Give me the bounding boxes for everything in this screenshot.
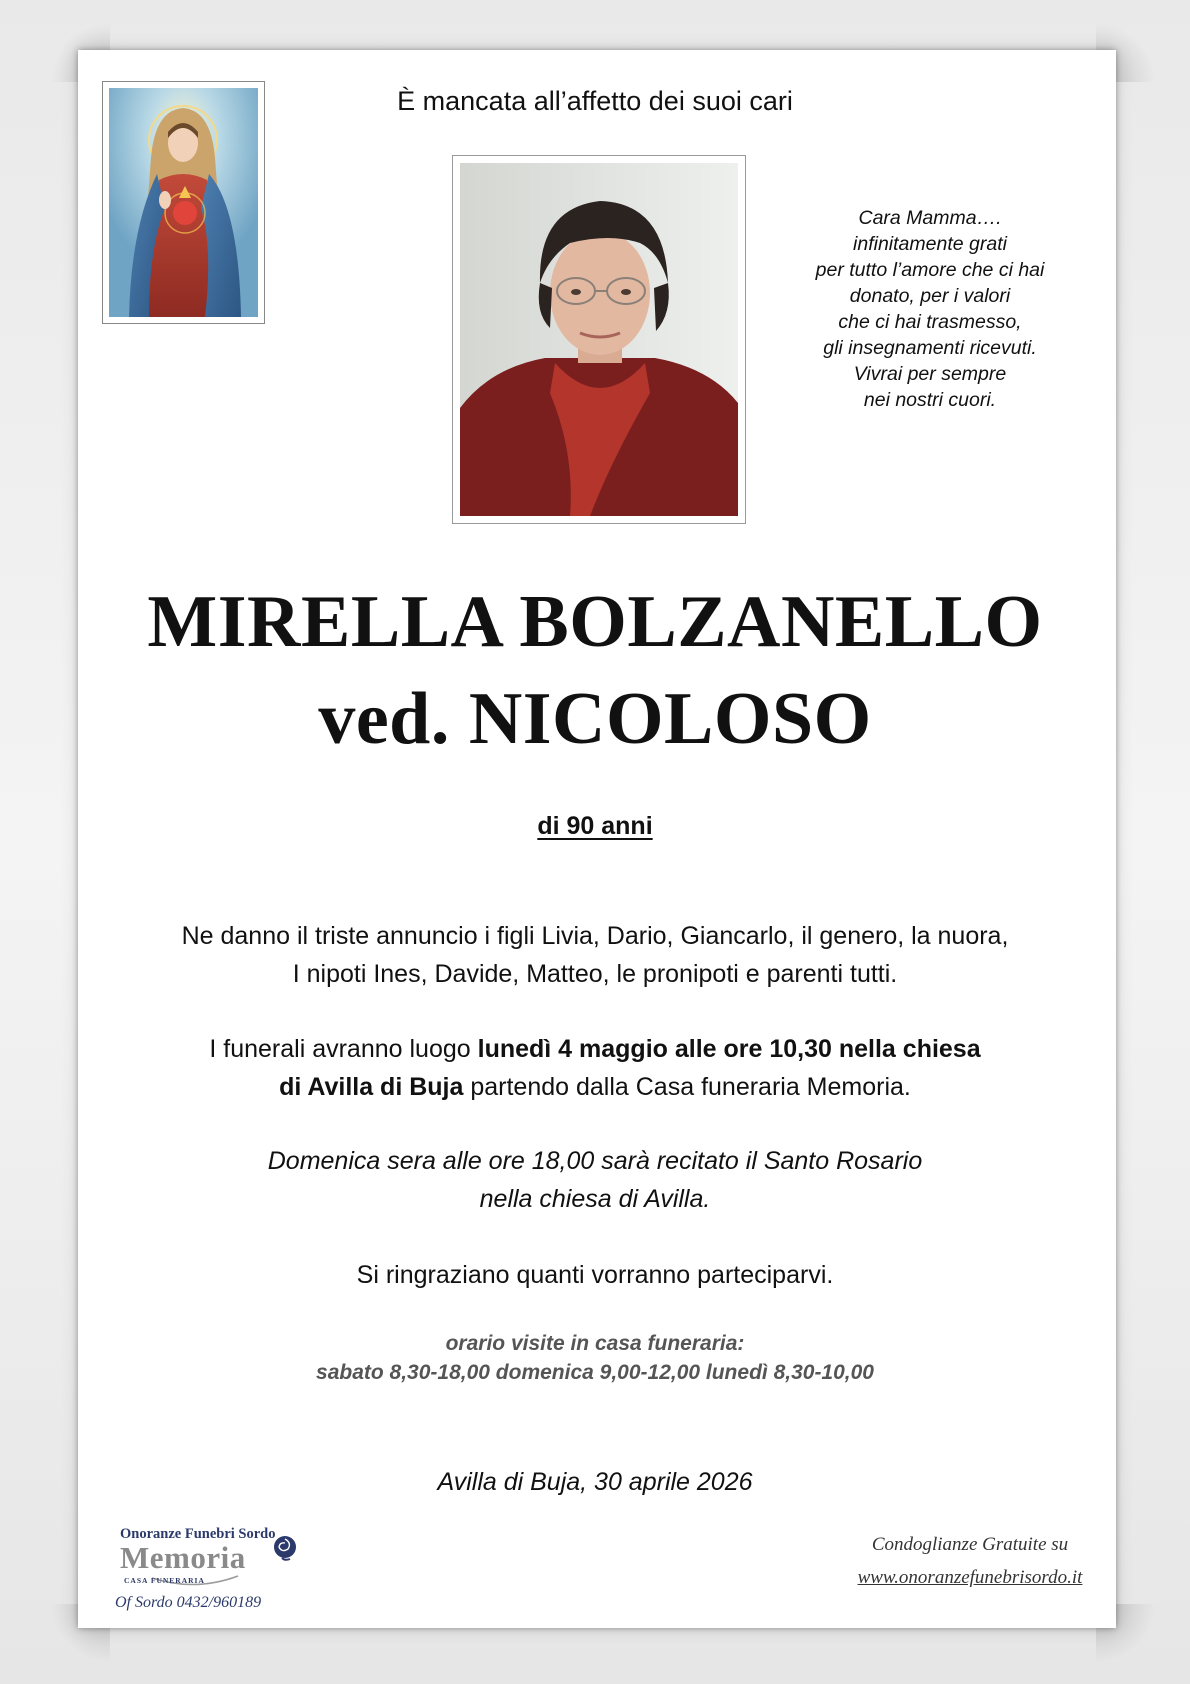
intro-line: È mancata all’affetto dei suoi cari	[397, 86, 793, 116]
announcement-paragraph	[0, 917, 1190, 993]
funeral-location: di Avilla di Buja	[279, 1073, 464, 1101]
portrait-frame	[452, 155, 746, 524]
funeral-line-2	[0, 1068, 1190, 1106]
funeral-line-1	[0, 1030, 1190, 1068]
announcement-line: I nipoti Ines, Davide, Matteo, le pronipoti e parenti tutti.	[292, 960, 898, 988]
announcement-line: Ne danno il triste annuncio i figli Livia, Dario, Giancarlo, il genero, la nuora,	[181, 922, 1009, 950]
dedication-line: per tutto l’amore che ci hai	[815, 259, 1045, 281]
funeral-date-time: lunedì 4 maggio alle ore 10,30 nella chiesa	[477, 1035, 981, 1063]
holy-card-image	[102, 81, 265, 324]
dedication-text	[785, 205, 1075, 413]
condolences-label: Condoglianze Gratuite su	[871, 1534, 1069, 1555]
thanks-line: Si ringraziano quanti vorranno parteciparvi.	[356, 1261, 834, 1289]
logo-brand: Memoria	[120, 1540, 246, 1575]
deceased-age: di 90 anni	[537, 812, 653, 840]
rose-icon	[270, 1533, 300, 1563]
deceased-name: MIRELLA BOLZANELLO	[147, 581, 1043, 663]
dedication-line: nei nostri cuori.	[863, 389, 997, 411]
portrait-photo	[460, 163, 738, 516]
dedication-line: donato, per i valori	[849, 285, 1011, 307]
logo-phone: Of Sordo 0432/960189	[115, 1594, 262, 1611]
funeral-prefix: I funerali avranno luogo	[209, 1035, 478, 1063]
rosary-line: Domenica sera alle ore 18,00 sarà recitato il Santo Rosario	[267, 1147, 923, 1175]
funeral-paragraph	[0, 1030, 1190, 1106]
condolences-block	[840, 1528, 1100, 1594]
deceased-married-name: ved. NICOLOSO	[318, 678, 872, 760]
rosary-paragraph	[0, 1142, 1190, 1218]
logo-subtitle: CASA FUNERARIA	[124, 1576, 205, 1585]
place-and-date: Avilla di Buja, 30 aprile 2026	[437, 1468, 753, 1496]
visit-hours-schedule: sabato 8,30-18,00 domenica 9,00-12,00 lunedì 8,30-10,00	[316, 1361, 874, 1384]
dedication-line: che ci hai trasmesso,	[838, 311, 1022, 333]
condolences-link[interactable]: www.onoranzefunebrisordo.it	[857, 1567, 1083, 1588]
dedication-line: infinitamente grati	[853, 233, 1007, 255]
rosary-line: nella chiesa di Avilla.	[479, 1185, 711, 1213]
visit-hours	[0, 1329, 1190, 1387]
funeral-suffix: partendo dalla Casa funeraria Memoria.	[463, 1073, 911, 1101]
logo-company-name: Onoranze Funebri Sordo	[120, 1526, 276, 1542]
sacred-heart-of-mary-icon	[109, 88, 258, 317]
dedication-line: gli insegnamenti ricevuti.	[823, 337, 1037, 359]
dedication-line: Cara Mamma….	[858, 207, 1002, 229]
visit-hours-title: orario visite in casa funeraria:	[445, 1332, 745, 1355]
dedication-line: Vivrai per sempre	[853, 363, 1007, 385]
